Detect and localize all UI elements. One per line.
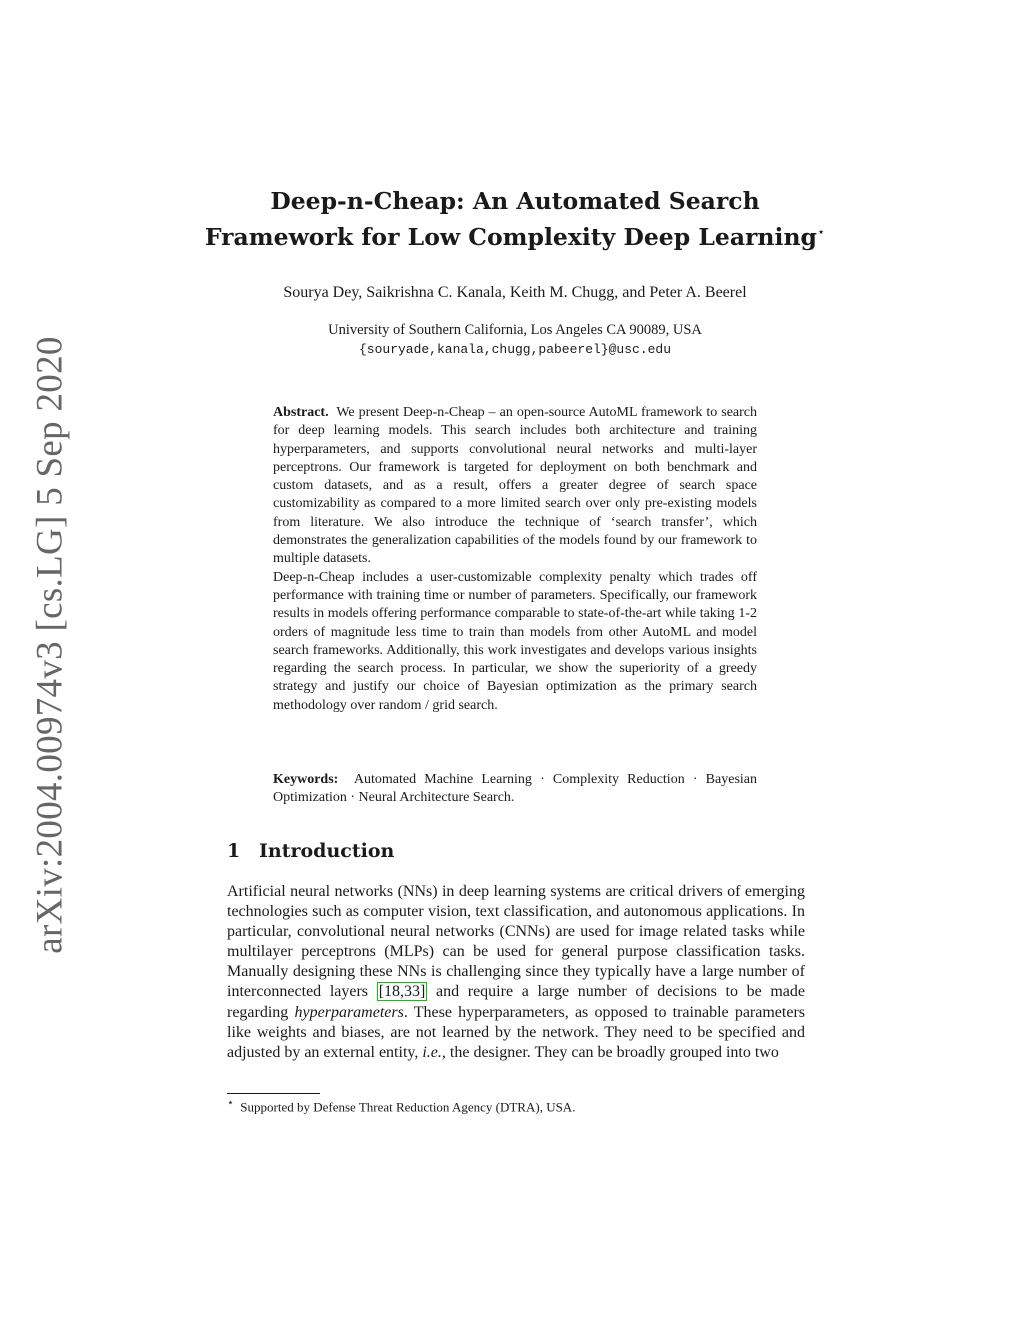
title-line-1: Deep-n-Cheap: An Automated Search	[270, 187, 760, 215]
abstract-paragraph-1	[273, 404, 757, 569]
intro-ie: i.e.,	[422, 1043, 446, 1061]
title-line-2-text: Framework for Low Complexity Deep Learning	[204, 222, 817, 251]
footnote	[227, 1096, 575, 1115]
intro-text-a: Artificial neural networks (NNs) in deep learning systems are critical drivers of emerging technologies such as computer vision, text classification, and autonomous applications. In particular, convolutional neural networks (CNNs) are used for image related tasks while multilayer perceptrons (MLPs) can be used for general purpose classification tasks. Manually designing these NNs is challenging since they typically have a large number of interconnected layers	[227, 883, 805, 1001]
title-footnote-mark: ⋆	[816, 225, 826, 240]
intro-text-d: the designer. They can be broadly grouped into two	[445, 1043, 779, 1061]
affiliation: University of Southern California, Los Angeles CA 90089, USA	[328, 322, 702, 338]
title-line-2	[200, 217, 830, 253]
section-heading	[227, 840, 394, 862]
arxiv-identifier: arXiv:2004.00974v3 [cs.LG] 5 Sep 2020	[29, 336, 71, 954]
abstract	[273, 404, 757, 715]
footnote-rule	[227, 1093, 320, 1094]
intro-text-b: and require a large number of decisions to be made regarding	[227, 983, 806, 1021]
intro-hyperparameters: hyperparameters	[294, 1003, 404, 1021]
footnote-mark: ⋆	[227, 1097, 234, 1109]
intro-text-c: . These hyperparameters, as opposed to trainable parameters like weights and biases, are not learned by the network. They need to be specified and adjusted by an external entity,	[227, 1003, 805, 1061]
keywords-label: Keywords:	[273, 772, 339, 787]
keywords-text: Automated Machine Learning · Complexity Reduction · Bayesian Optimization · Neural Architecture Search.	[273, 772, 757, 806]
abstract-text-1: We present Deep-n-Cheap – an open-source AutoML framework to search for deep learning models. This search includes both architecture and training hyperparameters, and supports convolutional neural networks and multi-layer perceptrons. Our framework is targeted for deployment on both benchmark and custom datasets, and as a result, offers a greater degree of search space customizability as compared to a more limited search over only pre-existing models from literature. We also introduce the technique of ‘search transfer’, which demonstrates the generalization capabilities of the models found by our framework to multiple datasets.	[273, 405, 757, 567]
footnote-text: Supported by Defense Threat Reduction Agency (DTRA), USA.	[240, 1099, 576, 1115]
email-address[interactable]: {souryade,kanala,chugg,pabeerel}@usc.edu	[358, 342, 672, 357]
intro-body	[227, 882, 805, 1063]
citation-18[interactable]: 18	[384, 983, 401, 1001]
citation-link[interactable]: [18,33]	[378, 983, 426, 1001]
author-list: Sourya Dey, Saikrishna C. Kanala, Keith M. Chugg, and Peter A. Beerel	[283, 284, 747, 301]
abstract-paragraph-2: Deep-n-Cheap includes a user-customizable complexity penalty which trades off performance with training time or number of parameters. Specifically, our framework results in models offering performance comparable to state-of-the-art while taking 1-2 orders of magnitude less time to train than models from other AutoML and model search frameworks. Additionally, this work investigates and develops various insights regarding the search process. In particular, we show the superiority of a greedy strategy and justify our choice of Bayesian optimization as the primary search methodology over random / grid search.	[273, 569, 757, 713]
section-title: Introduction	[259, 840, 395, 862]
affiliation-block	[200, 320, 830, 360]
abstract-label: Abstract.	[273, 405, 329, 420]
citation-33[interactable]: 33	[404, 983, 421, 1001]
paper-title	[200, 186, 830, 253]
section-number: 1	[227, 840, 241, 862]
intro-paragraph	[227, 882, 805, 1063]
keywords	[273, 771, 757, 808]
citation-separator: ,	[400, 983, 405, 1001]
